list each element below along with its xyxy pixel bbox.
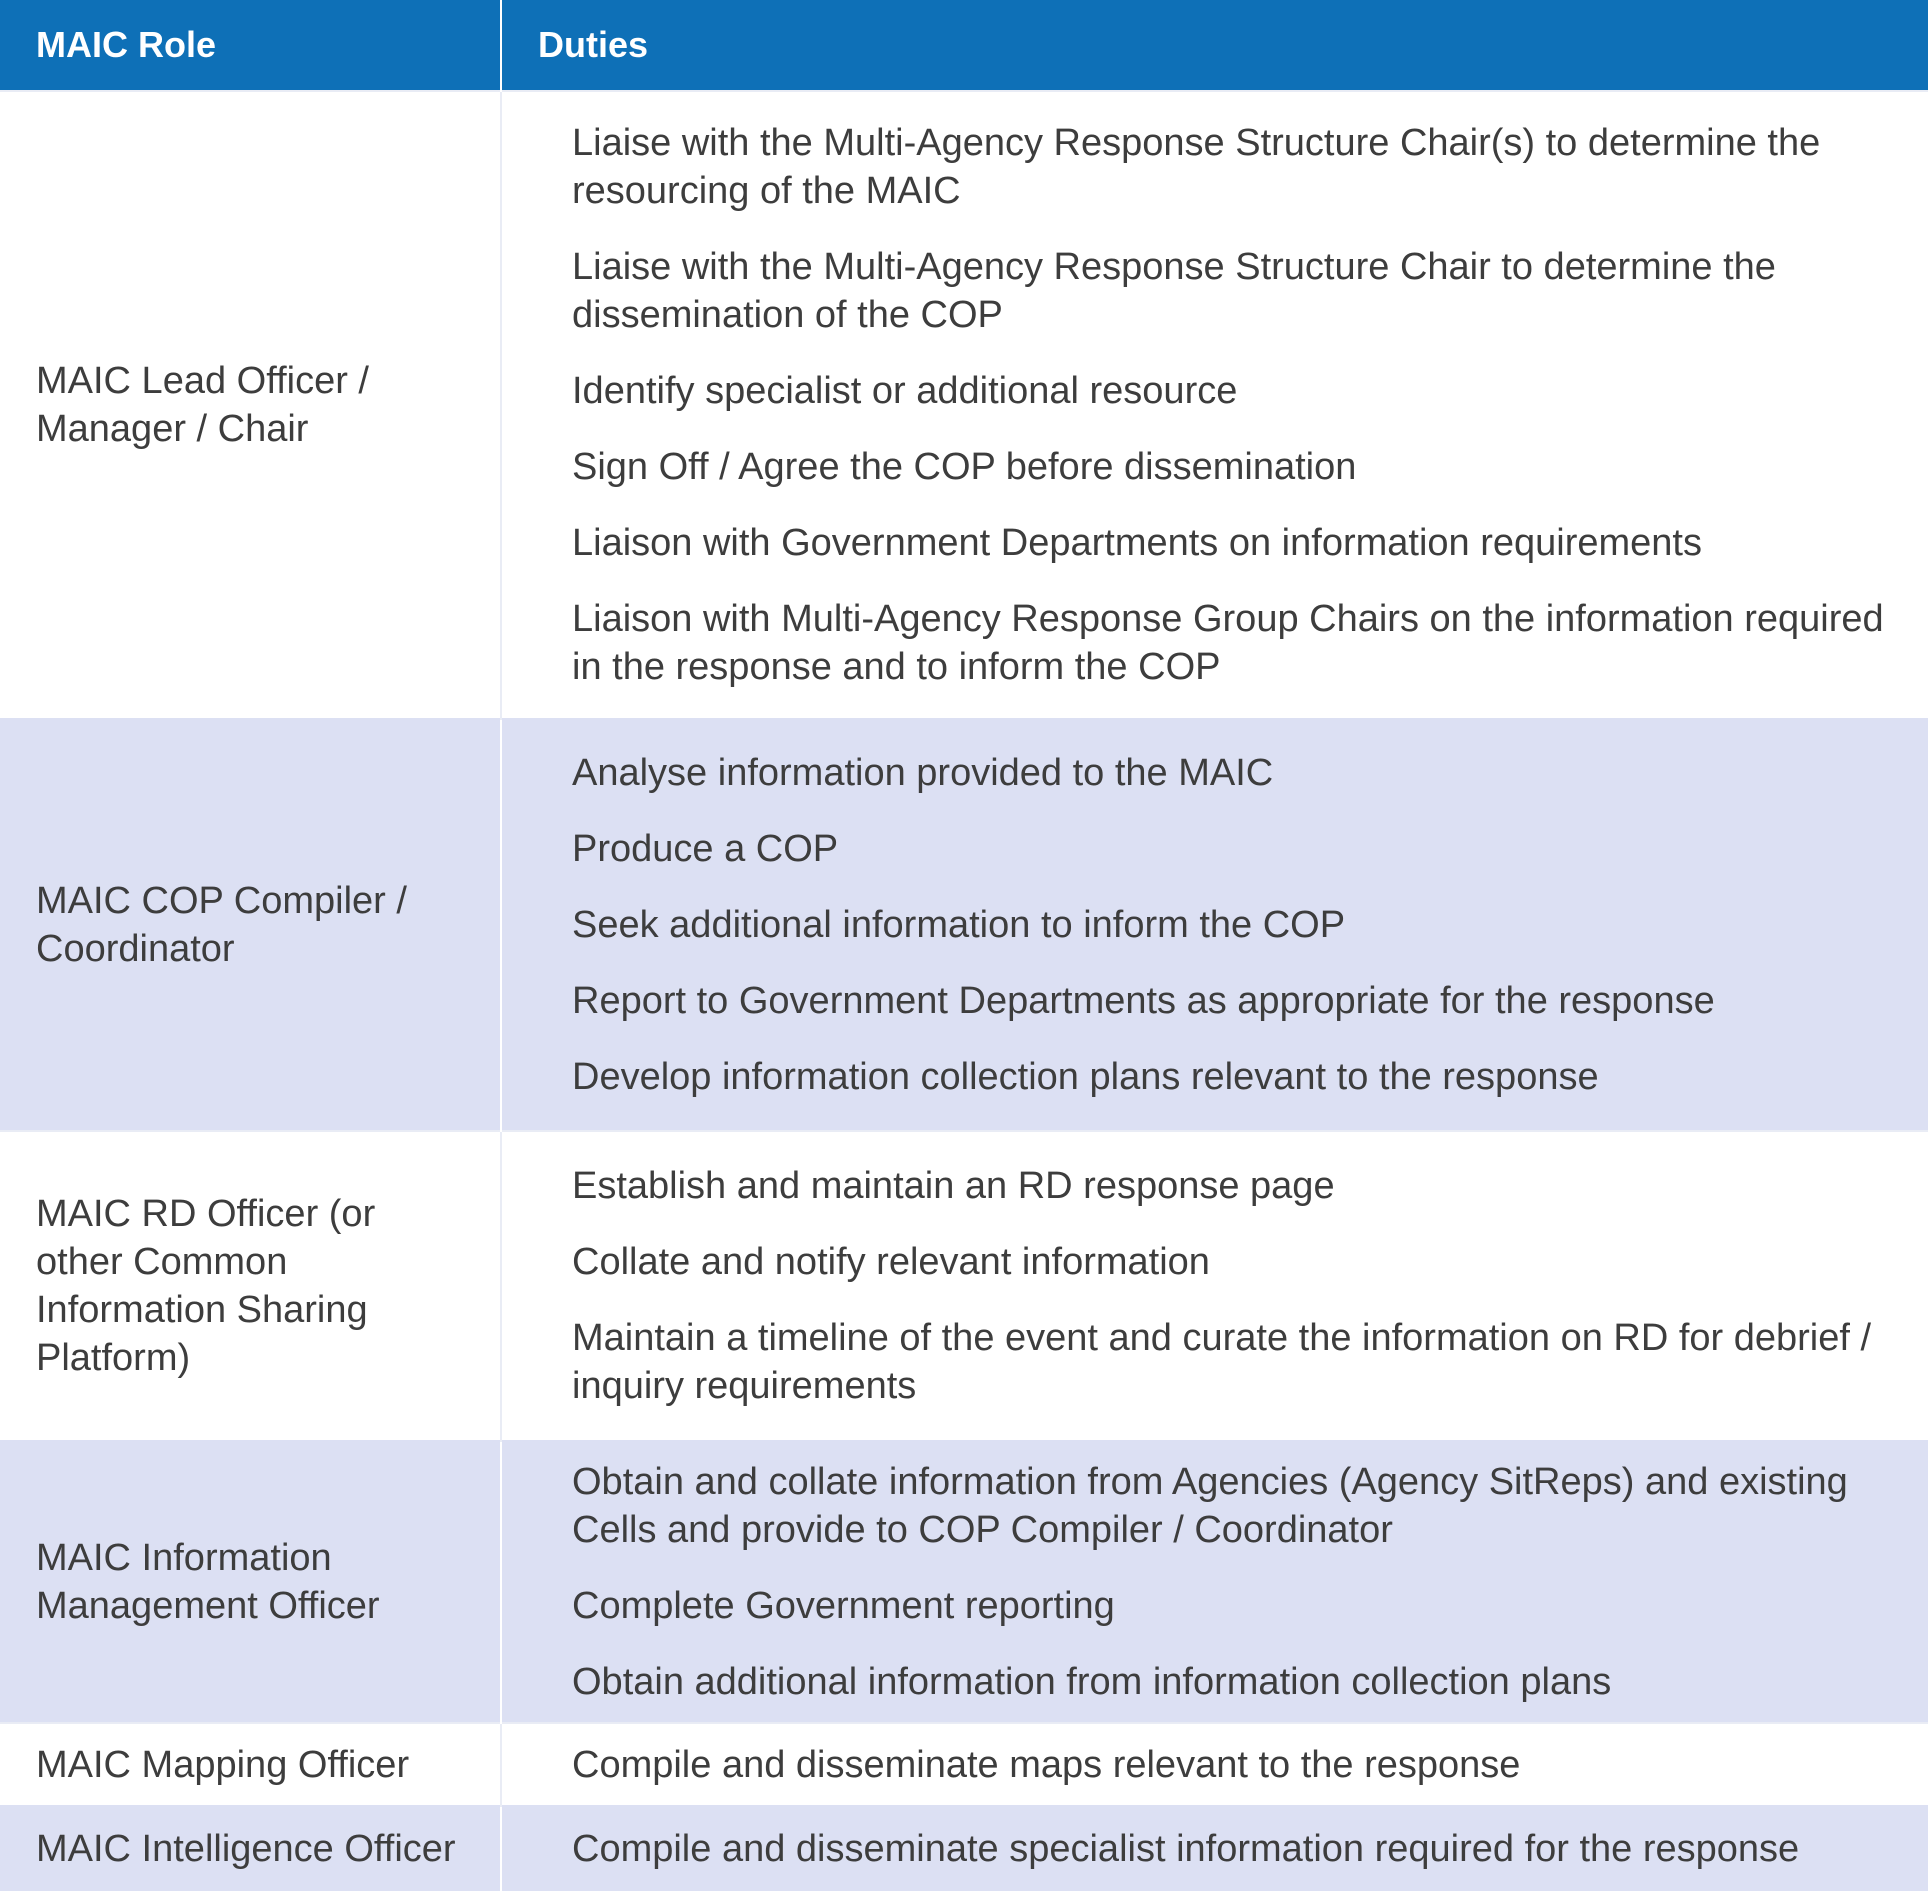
duty-list [572, 1825, 1898, 1873]
duty-item: Develop information collection plans relevant to the response [572, 1056, 1599, 1098]
duty-item: Establish and maintain an RD response page [572, 1165, 1335, 1207]
duties-cell [501, 1441, 1928, 1723]
duty-item: Sign Off / Agree the COP before dissemination [572, 446, 1357, 488]
duty-item: Identify specialist or additional resource [572, 370, 1238, 412]
duty-item: Compile and disseminate specialist information required for the response [572, 1828, 1800, 1870]
role-cell: MAIC RD Officer (or other Common Information Sharing Platform) [0, 1131, 501, 1441]
duty-item: Seek additional information to inform the COP [572, 904, 1346, 946]
duty-item: Collate and notify relevant information [572, 1241, 1210, 1283]
duty-list [572, 1741, 1898, 1789]
duty-item: Complete Government reporting [572, 1585, 1115, 1627]
table-row [0, 1723, 1928, 1806]
table-row [0, 1441, 1928, 1723]
duty-item: Liaison with Multi-Agency Response Group Chairs on the information required in the response and to inform the COP [572, 598, 1884, 688]
duty-item: Obtain additional information from information collection plans [572, 1661, 1612, 1703]
role-cell: MAIC COP Compiler / Coordinator [0, 719, 501, 1131]
duty-item: Compile and disseminate maps relevant to the response [572, 1743, 1521, 1786]
role-cell: MAIC Intelligence Officer [0, 1806, 501, 1891]
role-cell: MAIC Lead Officer / Manager / Chair [0, 91, 501, 719]
duties-cell [501, 1723, 1928, 1806]
duties-cell [501, 1806, 1928, 1891]
table-header [0, 0, 1928, 91]
role-cell: MAIC Information Management Officer [0, 1441, 501, 1723]
duty-list [572, 119, 1898, 691]
duties-cell [501, 719, 1928, 1131]
duty-list [572, 1458, 1898, 1706]
duties-cell [501, 1131, 1928, 1441]
table-row [0, 719, 1928, 1131]
table-row [0, 91, 1928, 719]
duty-item: Liaise with the Multi-Agency Response Structure Chair to determine the dissemination of the COP [572, 246, 1776, 336]
column-header-duties: Duties [501, 0, 1928, 91]
duty-item: Maintain a timeline of the event and curate the information on RD for debrief / inquiry requirements [572, 1317, 1872, 1407]
duty-item: Analyse information provided to the MAIC [572, 752, 1274, 794]
table-row [0, 1806, 1928, 1891]
duty-item: Liaise with the Multi-Agency Response Structure Chair(s) to determine the resourcing of the MAIC [572, 122, 1821, 212]
duty-list [572, 1162, 1898, 1410]
duty-item: Produce a COP [572, 828, 839, 870]
header-row [0, 0, 1928, 91]
duty-list [572, 749, 1898, 1101]
duty-item: Obtain and collate information from Agencies (Agency SitReps) and existing Cells and provide to COP Compiler / Coordinator [572, 1461, 1848, 1551]
role-cell: MAIC Mapping Officer [0, 1723, 501, 1806]
duty-item: Liaison with Government Departments on information requirements [572, 522, 1702, 564]
duties-cell [501, 91, 1928, 719]
table-body [0, 91, 1928, 1891]
column-header-role: MAIC Role [0, 0, 501, 91]
duty-item: Report to Government Departments as appropriate for the response [572, 980, 1715, 1022]
table-row [0, 1131, 1928, 1441]
